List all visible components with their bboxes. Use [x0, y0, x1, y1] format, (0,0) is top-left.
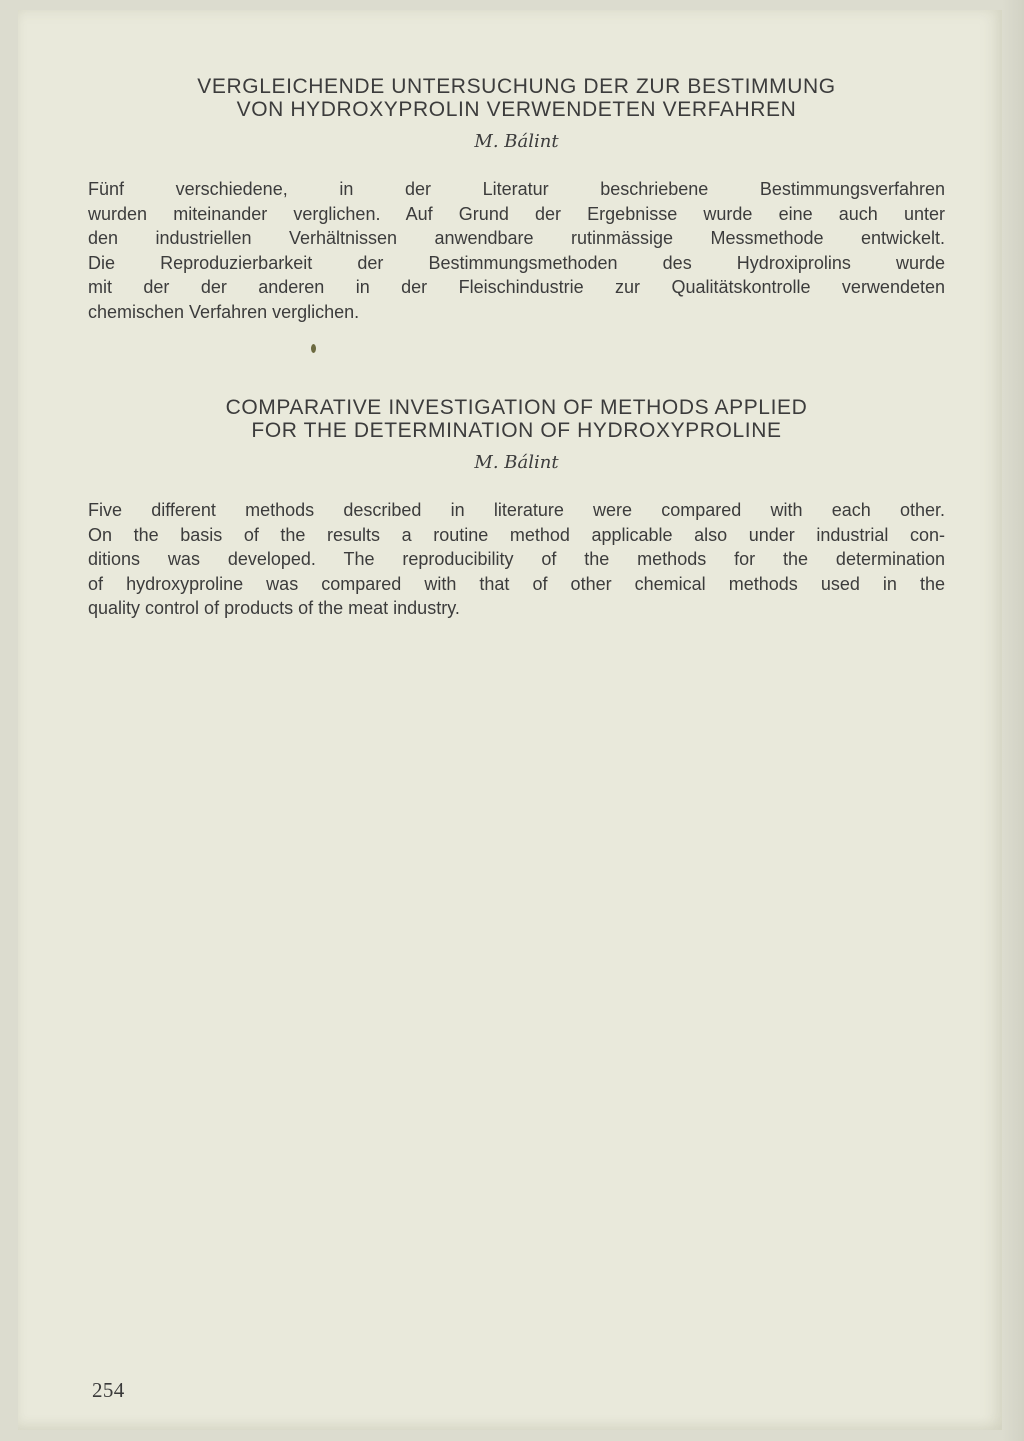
- page-edge-shadow: [1002, 0, 1024, 1441]
- english-title-line: FOR THE DETERMINATION OF HYDROXYPROLINE: [251, 419, 782, 442]
- english-abstract-line: quality control of products of the meat industry.: [88, 598, 460, 618]
- german-abstract: [88, 177, 945, 324]
- german-section: [88, 75, 945, 324]
- german-abstract-line: mit der der anderen in der Fleischindustrie zur Qualitätskontrolle verwendeten: [88, 277, 945, 297]
- english-abstract: [88, 498, 945, 621]
- german-abstract-line: chemischen Verfahren verglichen.: [88, 301, 360, 322]
- english-abstract-line: On the basis of the results a routine method applicable also under industrial con-: [88, 524, 945, 545]
- german-title-line: VON HYDROXYPROLIN VERWENDETEN VERFAHREN: [236, 98, 797, 121]
- english-abstract-line: Five different methods described in literature were compared with each other.: [88, 500, 945, 520]
- german-abstract-line: wurden miteinander verglichen. Auf Grund der Ergebnisse wurde eine auch unter: [88, 203, 945, 224]
- german-title: [88, 75, 945, 121]
- ink-spot: [311, 344, 316, 353]
- german-abstract-line: Die Reproduzierbarkeit der Bestimmungsmethoden des Hydroxiprolins wurde: [88, 252, 945, 273]
- german-author: M. Bálint: [474, 131, 559, 152]
- english-author: M. Bálint: [474, 452, 559, 473]
- english-title-line: COMPARATIVE INVESTIGATION OF METHODS APPLIED: [225, 396, 808, 419]
- page-number: 254: [92, 1378, 125, 1402]
- german-abstract-line: den industriellen Verhältnissen anwendbare rutinmässige Messmethode entwickelt.: [88, 228, 945, 248]
- english-section: [88, 396, 945, 621]
- german-abstract-line: Fünf verschiedene, in der Literatur beschriebene Bestimmungsverfahren: [88, 179, 945, 199]
- english-title: [88, 396, 945, 442]
- english-abstract-line: of hydroxyproline was compared with that of other chemical methods used in the: [88, 573, 945, 594]
- english-abstract-line: ditions was developed. The reproducibility of the methods for the determination: [88, 549, 945, 569]
- german-title-line: VERGLEICHENDE UNTERSUCHUNG DER ZUR BESTIMMUNG: [197, 75, 836, 98]
